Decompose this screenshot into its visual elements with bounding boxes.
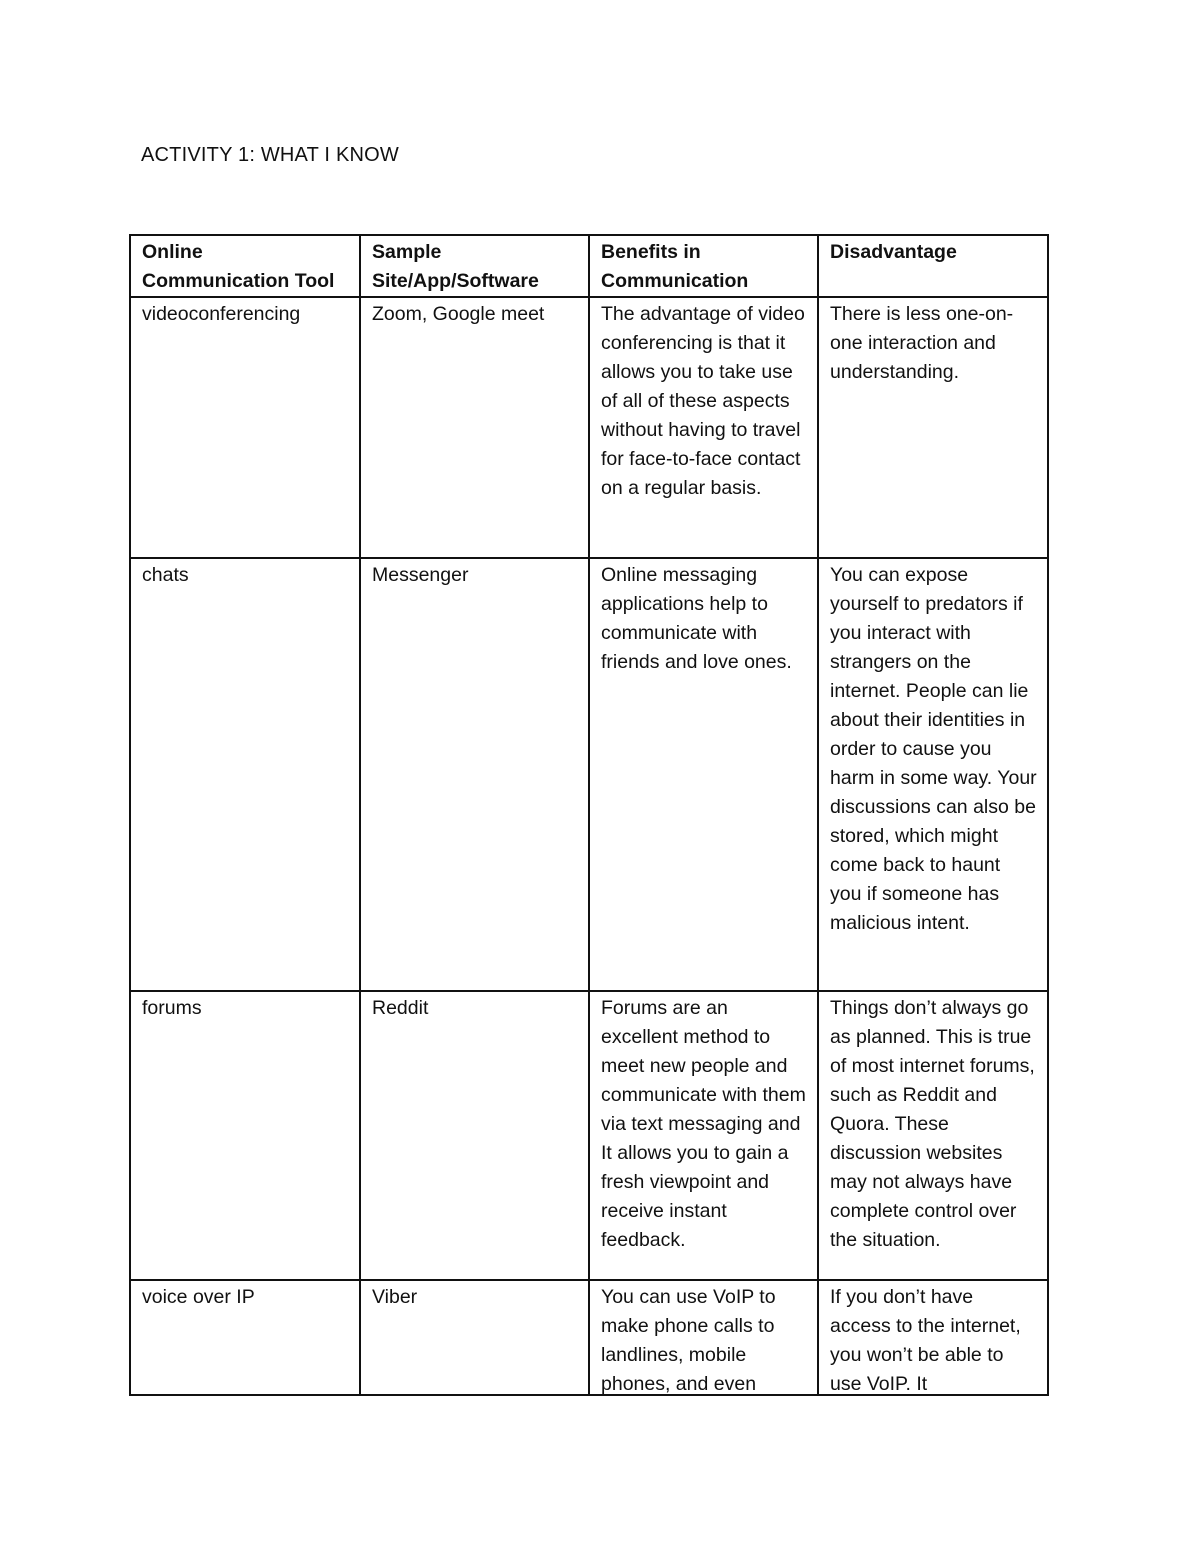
table-header-row: [130, 235, 1048, 297]
disadvantage-cell: You can expose yourself to predators if you interact with strangers on the internet. People can lie about their identities in order to cause you harm in some way. Your discussions can also be stored, which might come back to haunt you if someone has malicious intent.: [818, 558, 1048, 991]
tool-cell: videoconferencing: [130, 297, 360, 558]
disadvantage-text: If you don’t have access to the internet, you won’t be able to use VoIP. It: [830, 1286, 1021, 1394]
sample-text: Viber: [372, 1286, 418, 1308]
table-row: [130, 1280, 1048, 1395]
sample-cell: Reddit: [360, 991, 589, 1280]
header-online-communication-tool: Online Communication Tool: [130, 235, 360, 297]
benefit-cell: The advantage of video conferencing is that it allows you to take use of all of these aspects without having to travel for face-to-face contact on a regular basis.: [589, 297, 818, 558]
page-title: ACTIVITY 1: WHAT I KNOW: [141, 144, 399, 166]
sample-cell: [360, 1280, 589, 1395]
table-row: [130, 558, 1048, 991]
tool-text: voice over IP: [142, 1286, 255, 1308]
disadvantage-cell: There is less one-on-one interaction and understanding.: [818, 297, 1048, 558]
tool-cell: [130, 1280, 360, 1395]
communication-tools-table: [129, 234, 1049, 1396]
benefit-cell: Online messaging applications help to communicate with friends and love ones.: [589, 558, 818, 991]
disadvantage-cell: Things don’t always go as planned. This is true of most internet forums, such as Reddit and Quora. These discussion websites may not always have complete control over the situation.: [818, 991, 1048, 1280]
benefit-cell: Forums are an excellent method to meet new people and communicate with them via text messaging and It allows you to gain a fresh viewpoint and receive instant feedback.: [589, 991, 818, 1280]
header-sample-site: Sample Site/App/Software: [360, 235, 589, 297]
table-row: [130, 297, 1048, 558]
sample-cell: Zoom, Google meet: [360, 297, 589, 558]
disadvantage-cell: [818, 1280, 1048, 1395]
benefit-cell: [589, 1280, 818, 1395]
header-disadvantage: Disadvantage: [818, 235, 1048, 297]
tool-cell: chats: [130, 558, 360, 991]
tool-cell: forums: [130, 991, 360, 1280]
sample-cell: Messenger: [360, 558, 589, 991]
benefit-text: You can use VoIP to make phone calls to landlines, mobile phones, and even: [601, 1286, 776, 1394]
header-benefits: Benefits in Communication: [589, 235, 818, 297]
table-row: [130, 991, 1048, 1280]
